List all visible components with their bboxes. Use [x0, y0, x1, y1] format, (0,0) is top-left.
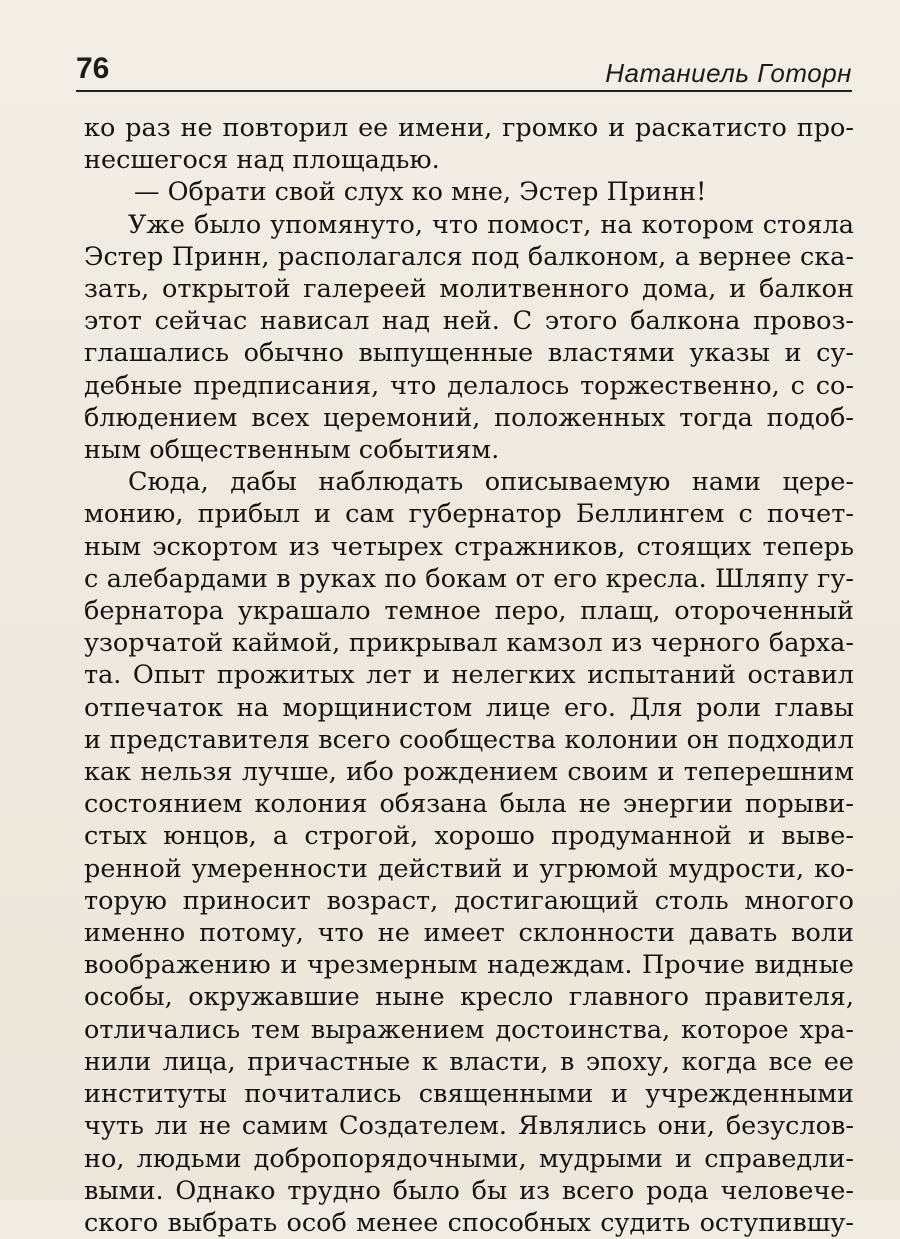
text-line: Эстер Принн, располагался под балконом, а вернее ска- [84, 241, 854, 272]
text-line: узорчатой каймой, прикрывал камзол из черного барха- [84, 628, 854, 659]
body-text [84, 112, 854, 1239]
text-line: ренной умеренности действий и угрюмой мудрости, ко- [84, 853, 854, 884]
text-line: но, людьми добропорядочными, мудрыми и справедли- [84, 1143, 854, 1174]
text-line: отличались тем выражением достоинства, которое хра- [84, 1014, 854, 1045]
text-line: именно потому, что не имеет склонности давать воли [84, 918, 854, 949]
text-line: монию, прибыл и сам губернатор Беллингем с почет- [84, 499, 854, 530]
text-line: торую приносит возраст, достигающий столь многого [84, 885, 854, 916]
text-line: как нельзя лучше, ибо рождением своим и теперешним [84, 757, 854, 788]
text-line: с алебардами в руках по бокам от его кресла. Шляпу гу- [84, 563, 854, 594]
text-line: воображению и чрезмерным надеждам. Прочие видные [84, 950, 854, 981]
text-line: дебные предписания, что делалось торжественно, с со- [84, 370, 854, 401]
text-line: несшегося над площадью. [84, 145, 440, 176]
text-line: нили лица, причастные к власти, в эпоху, когда все ее [84, 1046, 854, 1077]
running-head-author: Натаниель Готорн [605, 58, 852, 88]
text-line: отпечаток на морщинистом лице его. Для роли главы [84, 692, 854, 723]
header-rule [76, 90, 852, 92]
text-line: особы, окружавшие ныне кресло главного правителя, [84, 982, 854, 1013]
text-line: этот сейчас нависал над ней. С этого балкона провоз- [84, 306, 854, 337]
text-line: блюдением всех церемоний, положенных тогда подоб- [84, 402, 854, 433]
text-line: зать, открытой галереей молитвенного дома, и балкон [84, 274, 854, 305]
text-line: бернатора украшало темное перо, плащ, отороченный [84, 596, 854, 627]
page-header [76, 44, 852, 92]
text-line: чуть ли не самим Создателем. Являлись они, безуслов- [84, 1111, 854, 1142]
paragraph-start-line: Сюда, дабы наблюдать описываемую нами цере- [128, 467, 854, 498]
page-number: 76 [76, 52, 110, 85]
text-line: институты почитались священными и учрежденными [84, 1079, 854, 1110]
paragraph-start-line: Уже было упомянуто, что помост, на котором стояла [128, 209, 854, 240]
text-line: та. Опыт прожитых лет и нелегких испытаний оставил [84, 660, 854, 691]
text-line: выми. Однако трудно было бы из всего рода человече- [84, 1175, 854, 1206]
dialogue-line: — Обрати свой слух ко мне, Эстер Принн! [134, 177, 707, 208]
text-line: ным эскортом из четырех стражников, стоящих теперь [84, 531, 854, 562]
text-line: состоянием колония обязана была не энергии порыви- [84, 789, 854, 820]
text-line: ского выбрать особ менее способных судить оступившу- [84, 1207, 854, 1238]
text-line: ным общественным событиям. [84, 435, 500, 466]
text-line: глашались обычно выпущенные властями указы и су- [84, 338, 854, 369]
text-line: ко раз не повторил ее имени, громко и раскатисто про- [84, 113, 854, 143]
text-line: и представителя всего сообщества колонии он подходил [84, 724, 854, 755]
text-line: стых юнцов, а строгой, хорошо продуманной и выве- [84, 821, 854, 852]
